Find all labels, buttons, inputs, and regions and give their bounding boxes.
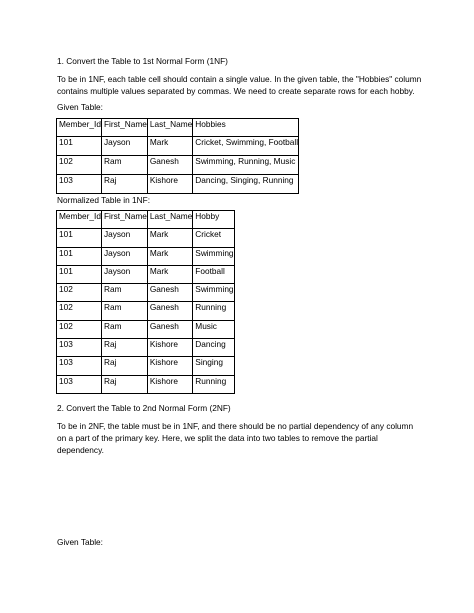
table-cell: 101 [57, 247, 102, 265]
section1-paragraph: To be in 1NF, each table cell should contain a single value. In the given table, the "Hobbies" column contains multiple values separated by commas. We need to create separate rows for each hobby. [57, 74, 422, 96]
table-cell: 101 [57, 137, 102, 156]
normalized-table-label: Normalized Table in 1NF: [57, 195, 150, 205]
table-row [57, 156, 299, 175]
table-cell: Swimming [193, 284, 234, 302]
table-cell: Ram [101, 320, 147, 338]
section2-paragraph: To be in 2NF, the table must be in 1NF, and there should be no partial dependency of any column on a part of the primary key. Here, we split the data into two tables to remove the partial dependency. [57, 421, 414, 455]
table-cell: Kishore [147, 375, 192, 393]
table-cell: Jayson [101, 137, 147, 156]
header-cell: Last_Name [147, 119, 192, 137]
table-cell: 102 [57, 320, 102, 338]
table-row [57, 137, 299, 156]
table-cell: 103 [57, 339, 102, 357]
section2-given-table-label: Given Table: [57, 537, 103, 547]
table-cell: 103 [57, 175, 102, 194]
table-cell: Cricket, Swimming, Football [193, 137, 299, 156]
table-cell: Running [193, 375, 234, 393]
table-header-row [57, 119, 299, 137]
table-row [57, 375, 235, 393]
table-cell: Swimming [193, 247, 234, 265]
header-cell: Last_Name [147, 211, 192, 229]
table-cell: Ram [101, 284, 147, 302]
section2-heading: 2. Convert the Table to 2nd Normal Form (2NF) [57, 403, 231, 413]
table-cell: Singing [193, 357, 234, 375]
table-cell: 102 [57, 156, 102, 175]
table-cell: Ram [101, 156, 147, 175]
header-cell: Member_Id [57, 119, 102, 137]
table-row [57, 175, 299, 194]
header-cell: Hobby [193, 211, 234, 229]
table-cell: Dancing, Singing, Running [193, 175, 299, 194]
table-cell: 102 [57, 302, 102, 320]
table-cell: Football [193, 265, 234, 283]
table-cell: Raj [101, 375, 147, 393]
header-cell: Hobbies [193, 119, 299, 137]
table-row [57, 247, 235, 265]
table-cell: 102 [57, 284, 102, 302]
table-cell: Running [193, 302, 234, 320]
table-cell: Kishore [147, 339, 192, 357]
table-cell: Kishore [147, 357, 192, 375]
table-cell: Ganesh [147, 156, 192, 175]
table-cell: 101 [57, 229, 102, 247]
header-cell: First_Name [101, 211, 147, 229]
normalized-table [56, 210, 235, 394]
table-header-row [57, 211, 235, 229]
table-cell: Mark [147, 137, 192, 156]
table-cell: Ram [101, 302, 147, 320]
table-cell: Ganesh [147, 284, 192, 302]
table-cell: Mark [147, 265, 192, 283]
section1-heading: 1. Convert the Table to 1st Normal Form (1NF) [57, 56, 228, 66]
table-row [57, 339, 235, 357]
table-row [57, 265, 235, 283]
table-row [57, 284, 235, 302]
table-row [57, 302, 235, 320]
table-cell: Mark [147, 229, 192, 247]
table-cell: 103 [57, 375, 102, 393]
table-cell: Cricket [193, 229, 234, 247]
table-cell: Swimming, Running, Music [193, 156, 299, 175]
table-cell: Music [193, 320, 234, 338]
table-cell: 103 [57, 357, 102, 375]
table-row [57, 320, 235, 338]
table-cell: Raj [101, 339, 147, 357]
table-row [57, 357, 235, 375]
table-cell: Jayson [101, 229, 147, 247]
given-table [56, 118, 299, 194]
given-table-label: Given Table: [57, 102, 103, 112]
table-cell: Kishore [147, 175, 192, 194]
table-cell: Mark [147, 247, 192, 265]
header-cell: First_Name [101, 119, 147, 137]
table-cell: Jayson [101, 247, 147, 265]
table-cell: Raj [101, 175, 147, 194]
table-cell: 101 [57, 265, 102, 283]
header-cell: Member_Id [57, 211, 102, 229]
table-cell: Jayson [101, 265, 147, 283]
table-cell: Raj [101, 357, 147, 375]
table-cell: Ganesh [147, 320, 192, 338]
table-row [57, 229, 235, 247]
table-cell: Ganesh [147, 302, 192, 320]
table-cell: Dancing [193, 339, 234, 357]
